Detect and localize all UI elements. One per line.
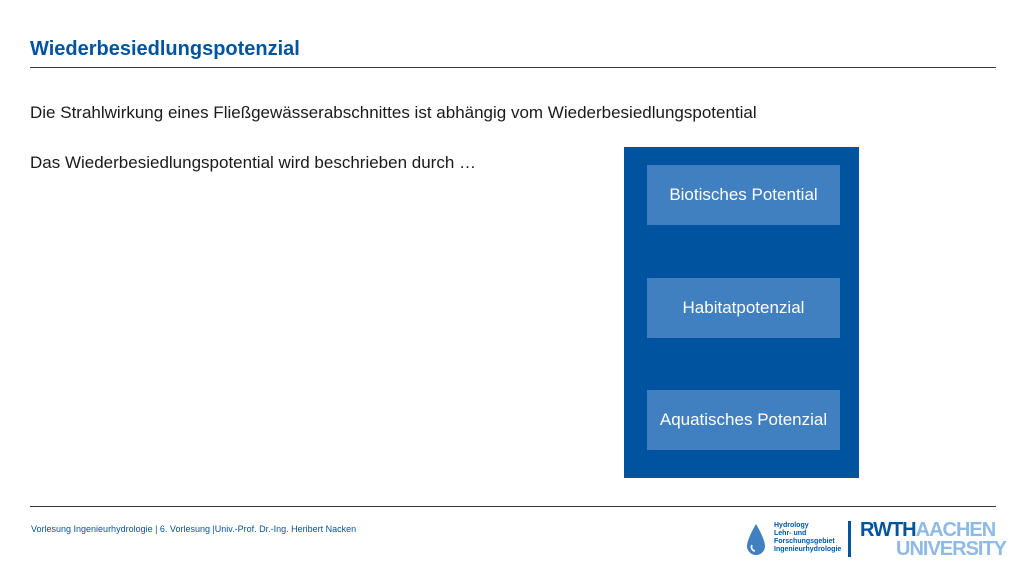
water-drop-icon	[746, 523, 766, 557]
footer-text: Vorlesung Ingenieurhydrologie | 6. Vorlesung |Univ.-Prof. Dr.-Ing. Heribert Nacken	[31, 524, 357, 534]
hydrology-logo	[746, 520, 846, 560]
hydrology-logo-line: Hydrology	[774, 522, 809, 529]
hydrology-logo-line: Ingenieurhydrologie	[774, 546, 842, 553]
hydrology-logo-line: Forschungsgebiet	[774, 538, 835, 545]
biotic-potential-box: Biotisches Potential	[647, 165, 840, 225]
body-text-dependency: Die Strahlwirkung eines Fließgewässerabschnittes ist abhängig vom Wiederbesiedlungspotential	[30, 103, 757, 122]
footer-divider	[30, 506, 996, 507]
rwth-logo-bold: RWTH	[860, 519, 916, 541]
hydrology-logo-text	[774, 522, 841, 554]
rwth-aachen-logo	[860, 519, 1007, 560]
rwth-logo-top	[860, 520, 995, 540]
body-text-description: Das Wiederbesiedlungspotential wird beschrieben durch …	[30, 153, 477, 172]
slide-title: Wiederbesiedlungspotenzial	[30, 38, 300, 60]
potential-panel	[624, 147, 859, 478]
title-divider	[30, 67, 996, 68]
hydrology-logo-line: Lehr- und	[774, 530, 807, 537]
rwth-logo-light: AACHEN	[915, 519, 996, 541]
rwth-logo-university: UNIVERSITY	[896, 538, 1007, 560]
habitat-potential-box: Habitatpotenzial	[647, 278, 840, 338]
aquatic-potential-box: Aquatisches Potenzial	[647, 390, 840, 450]
logo-divider	[848, 521, 851, 557]
